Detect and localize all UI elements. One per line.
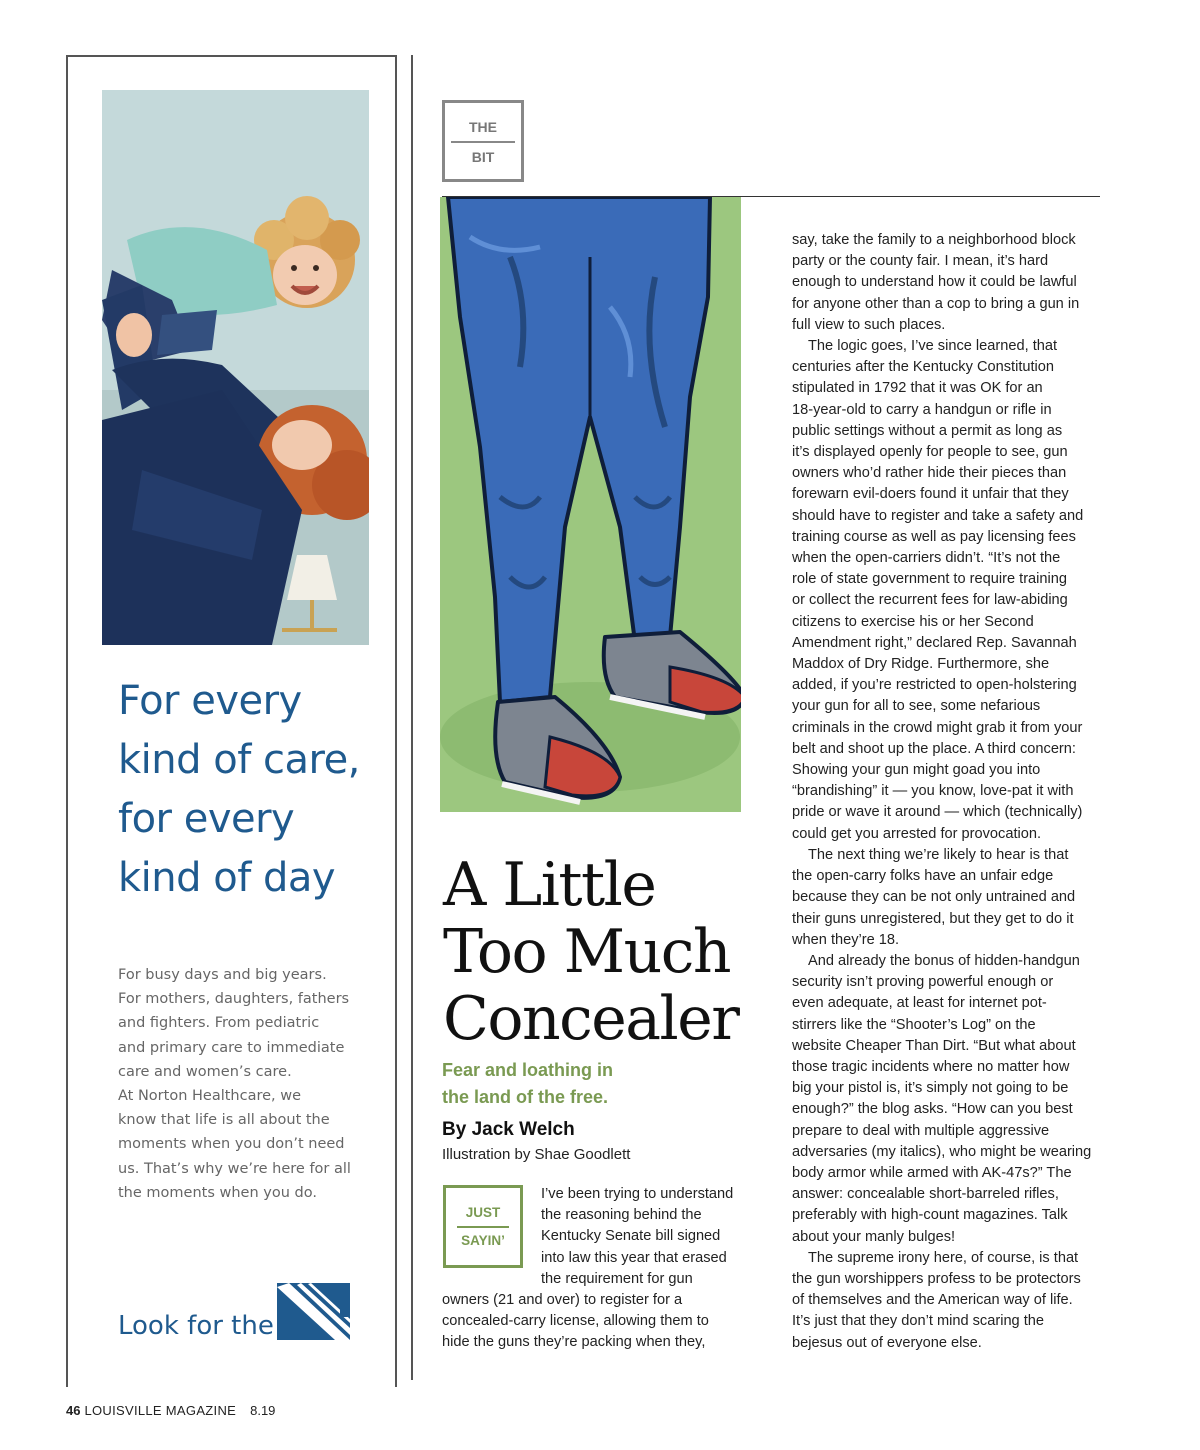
ad-body-line: For busy days and big years.	[118, 967, 327, 983]
body-line: citizens to exercise his or her Second	[792, 613, 1034, 630]
body-line: when they’re 18.	[792, 931, 900, 948]
body-line: the reasoning behind the	[541, 1207, 702, 1224]
body-line: full view to such places.	[792, 316, 946, 333]
section-tag-rule	[451, 141, 515, 143]
body-line: The next thing we’re likely to hear is that	[808, 846, 1069, 863]
body-line: your gun for all to see, some nefarious	[792, 698, 1041, 715]
body-line: bejesus out of everyone else.	[792, 1334, 982, 1351]
section-tag-bottom: BIT	[471, 149, 495, 165]
ad-body-line: For mothers, daughters, fathers	[118, 991, 350, 1008]
ad-body-copy	[118, 963, 368, 1205]
column-divider	[411, 55, 413, 1380]
body-line: should have to register and take a safety and	[792, 507, 1084, 524]
body-line: about your manly bulges!	[792, 1228, 956, 1245]
section-tag-the-bit	[442, 100, 524, 182]
ad-body-line: and fighters. From pediatric	[118, 1015, 320, 1032]
dek-line: the land of the free.	[442, 1087, 609, 1107]
column-tag-bottom: SAYIN’	[461, 1233, 505, 1248]
article-illustration-jeans-sneakers	[440, 197, 741, 812]
body-line: public settings without a permit as long as	[792, 422, 1063, 439]
body-line: Showing your gun might goad you into	[792, 762, 1041, 779]
body-line: Amendment right,” declared Rep. Savannah	[792, 634, 1077, 651]
body-line: hide the guns they’re packing when they,	[442, 1334, 706, 1351]
body-line: And already the bonus of hidden-handgun	[808, 952, 1080, 969]
body-line: website Cheaper Than Dirt. “But what about	[792, 1037, 1076, 1054]
body-line: “brandishing” it — you know, love-pat it with	[792, 783, 1074, 800]
body-line: say, take the family to a neighborhood block	[792, 232, 1076, 248]
body-line: Kentucky Senate bill signed	[541, 1228, 721, 1245]
body-line: into law this year that erased	[541, 1249, 727, 1266]
dek-line: Fear and loathing in	[442, 1060, 614, 1080]
headline-line: Too Much	[443, 917, 731, 987]
body-line: security isn’t proving powerful enough or	[792, 974, 1054, 991]
ad-body-line: care and women’s care.	[118, 1063, 292, 1080]
body-column-a-intro	[541, 1184, 733, 1290]
body-line: I’ve been trying to understand	[541, 1186, 734, 1202]
ad-headline	[118, 672, 378, 908]
body-line: stirrers like the “Shooter’s Log” on the	[792, 1016, 1036, 1033]
body-line: forewarn evil-doers found it unfair that they	[792, 486, 1069, 503]
body-line: 18-year-old to carry a handgun or rifle in	[792, 401, 1052, 418]
body-line: centuries after the Kentucky Constitution	[792, 359, 1055, 376]
ad-body-line: know that life is all about the	[118, 1112, 330, 1129]
ad-body-line: At Norton Healthcare, we	[118, 1088, 302, 1105]
article-byline: By Jack Welch	[442, 1119, 575, 1140]
article-dek	[442, 1057, 742, 1111]
ad-headline-line: For every	[118, 678, 302, 724]
body-line: stipulated in 1792 that it was OK for an	[792, 380, 1043, 397]
headline-line: Concealer	[443, 984, 739, 1054]
body-column-a	[442, 1290, 709, 1354]
body-line: It’s just that they don’t mind scaring the	[792, 1313, 1045, 1330]
body-line: their guns unregistered, but they get to do it	[792, 910, 1074, 927]
body-line: pride or wave it around — which (technically)	[792, 804, 1083, 821]
body-line: role of state government to require training	[792, 571, 1068, 588]
ad-body-line: and primary care to immediate	[118, 1039, 345, 1056]
body-line: big your pistol is, it’s simply not going to be	[792, 1080, 1069, 1097]
body-line: added, if you’re restricted to open-holstering	[792, 677, 1077, 694]
body-line: concealed-carry license, allowing them to	[442, 1313, 709, 1330]
body-column-b	[792, 230, 1091, 1354]
body-line: party or the county fair. I mean, it’s hard	[792, 253, 1049, 270]
column-tag-rule	[457, 1226, 509, 1228]
ad-body-line: moments when you don’t need	[118, 1136, 345, 1153]
ad-headline-line: for every	[118, 796, 295, 842]
section-tag-top: THE	[469, 119, 497, 135]
column-tag-top: JUST	[465, 1205, 501, 1220]
ad-call-to-action: Look for the	[118, 1311, 274, 1341]
body-line: criminals in the crowd might grab it from your	[792, 719, 1083, 736]
body-line: even adequate, at least for internet pot-	[792, 995, 1047, 1012]
page-folio	[66, 1403, 275, 1418]
page-number: 46	[66, 1403, 81, 1418]
body-line: answer: concealable short-barreled rifles,	[792, 1186, 1059, 1203]
body-line: prepare to deal with multiple aggressive	[792, 1122, 1050, 1139]
issue-date: 8.19	[250, 1403, 276, 1418]
body-line: training course as well as pay licensing fees	[792, 528, 1076, 545]
body-line: when the open-carriers didn’t. “It’s not the	[792, 550, 1061, 567]
ad-headline-line: kind of care,	[118, 737, 360, 783]
body-line: the gun worshippers profess to be protectors	[792, 1270, 1081, 1287]
body-line: body armor while armed with AK-47s?” The	[792, 1164, 1072, 1181]
body-line: The supreme irony here, of course, is that	[808, 1249, 1079, 1266]
article-headline	[443, 852, 763, 1053]
body-line: preferably with high-count magazines. Talk	[792, 1207, 1068, 1224]
body-line: could get you arrested for provocation.	[792, 825, 1042, 842]
norton-n-logo-icon	[277, 1283, 350, 1340]
body-line: because they can be not only untrained and	[792, 889, 1076, 906]
ad-photo-parent-lifting-child	[102, 90, 369, 645]
body-line: The logic goes, I’ve since learned, that	[808, 338, 1058, 355]
body-line: owners (21 and over) to register for a	[442, 1292, 683, 1308]
ad-body-line: us. That’s why we’re here for all	[118, 1160, 351, 1177]
ad-headline-line: kind of day	[118, 855, 336, 901]
body-line: the requirement for gun	[541, 1270, 693, 1287]
body-line: enough?” the blog asks. “How can you best	[792, 1101, 1073, 1118]
body-line: adversaries (my italics), who might be wearing	[792, 1143, 1092, 1160]
body-line: or collect the recurrent fees for law-abiding	[792, 592, 1068, 609]
body-line: belt and shoot up the place. A third concern:	[792, 740, 1076, 757]
body-line: the open-carry folks have an unfair edge	[792, 868, 1054, 885]
body-line: those tragic incidents where no matter how	[792, 1058, 1070, 1075]
magazine-name: LOUISVILLE MAGAZINE	[84, 1403, 237, 1418]
body-line: owners who’d rather hide their pieces than	[792, 465, 1067, 482]
ad-photo-illustration	[102, 90, 369, 645]
body-line: of themselves and the American way of life.	[792, 1292, 1073, 1309]
body-line: for anyone other than a cop to bring a gun in	[792, 295, 1080, 312]
body-line: enough to understand how it could be lawful	[792, 274, 1077, 291]
illustration-credit: Illustration by Shae Goodlett	[442, 1146, 631, 1163]
ad-body-line: the moments when you do.	[118, 1184, 317, 1201]
column-tag-just-sayin	[443, 1185, 523, 1268]
body-line: Maddox of Dry Ridge. Furthermore, she	[792, 656, 1050, 673]
headline-line: A Little	[443, 850, 656, 920]
body-line: it’s displayed openly for people to see, gun	[792, 444, 1068, 461]
